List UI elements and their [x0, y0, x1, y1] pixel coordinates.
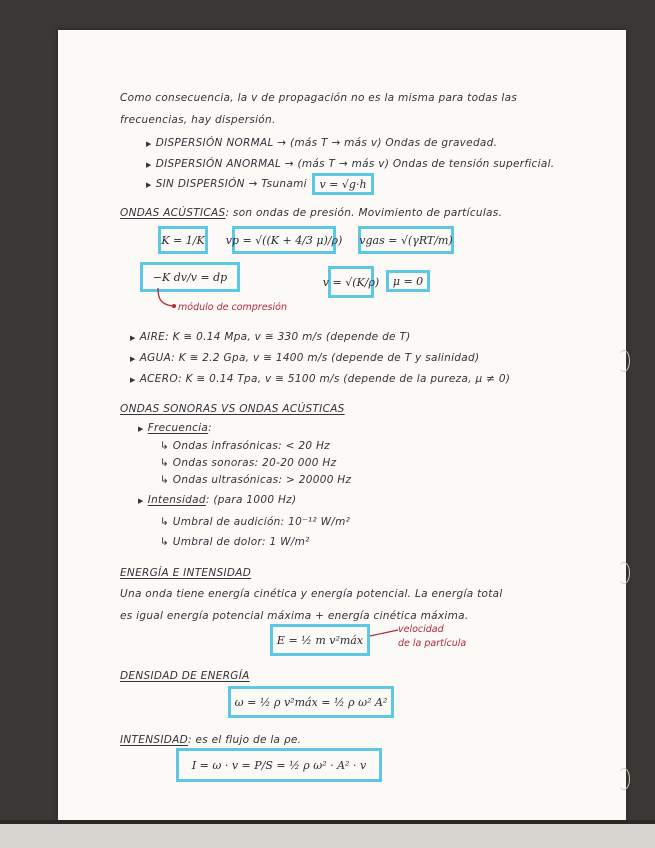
medium-air: ▶ AIRE: K ≅ 0.14 Mpa, v ≅ 330 m/s (depende de T) [130, 331, 411, 343]
tsunami-formula-box: v = √g·h [312, 173, 374, 195]
vgas-formula-box: vgas = √(γRT/m) [358, 226, 454, 254]
binder-ring [618, 562, 630, 584]
bulk-modulus-formula-box: −K dv/v = dp [140, 262, 240, 292]
section-heading: INTENSIDAD [120, 734, 188, 746]
intensity-formula-box: I = ω · v = P/S = ½ ρ ω² · A² · v [176, 748, 382, 782]
bullet-icon: ▶ [146, 140, 152, 148]
frequency-item: ↳ Ondas sonoras: 20-20 000 Hz [160, 457, 337, 469]
binder-ring [618, 768, 630, 790]
intensity-label: ▶ Intensidad: (para 1000 Hz) [138, 494, 297, 506]
intensity-item: ↳ Umbral de dolor: 1 W/m² [160, 536, 310, 548]
energy-formula-box: E = ½ m v²máx [270, 624, 370, 656]
energy-line-1: Una onda tiene energía cinética y energía potencial. La energía total [120, 588, 503, 600]
v-formula-box: v = √(K/ρ) [328, 266, 374, 298]
section-heading: DENSIDAD DE ENERGÍA [120, 670, 250, 682]
arrow-icon [368, 626, 402, 640]
density-formula-box: ω = ½ ρ v²máx = ½ ρ ω² A² [228, 686, 394, 718]
corner-arrow-icon: ↳ [160, 536, 173, 548]
intro-line-2: frecuencias, hay dispersión. [120, 114, 276, 126]
bullet-icon: ▶ [146, 161, 152, 169]
dispersion-item: ▶ DISPERSIÓN NORMAL → (más T → más v) Ondas de gravedad. [146, 137, 498, 149]
binder-ring [618, 350, 630, 372]
section-heading: ENERGÍA E INTENSIDAD [120, 567, 252, 579]
corner-arrow-icon: ↳ [160, 474, 173, 486]
mu-formula-box: μ = 0 [386, 270, 430, 292]
frequency-item: ↳ Ondas infrasónicas: < 20 Hz [160, 440, 330, 452]
dispersion-item: ▶ DISPERSIÓN ANORMAL → (más T → más v) Ondas de tensión superficial. [146, 158, 555, 170]
velocity-note: velocidad [398, 624, 444, 635]
intensity-item: ↳ Umbral de audición: 10⁻¹² W/m² [160, 516, 351, 528]
bullet-icon: ▶ [138, 425, 144, 433]
bullet-icon: ▶ [138, 497, 144, 505]
section-heading: ONDAS SONORAS VS ONDAS ACÚSTICAS [120, 403, 345, 415]
bullet-icon: ▶ [130, 376, 136, 384]
medium-steel: ▶ ACERO: K ≅ 0.14 Tpa, v ≅ 5100 m/s (depende de la pureza, μ ≠ 0) [130, 373, 511, 385]
desk-surface [0, 820, 655, 848]
bullet-icon: ▶ [130, 334, 136, 342]
vp-formula-box: vp = √((K + 4/3 μ)/ρ) [232, 226, 336, 254]
corner-arrow-icon: ↳ [160, 457, 173, 469]
particle-note: de la partícula [398, 638, 467, 649]
intro-line-1: Como consecuencia, la v de propagación no es la misma para todas las [120, 92, 518, 104]
bullet-icon: ▶ [130, 355, 136, 363]
dispersion-item: ▶ SIN DISPERSIÓN → Tsunami [146, 178, 307, 190]
arrow-icon [150, 286, 180, 312]
bullet-icon: ▶ [146, 181, 152, 189]
medium-water: ▶ AGUA: K ≅ 2.2 Gpa, v ≅ 1400 m/s (depende de T y salinidad) [130, 352, 480, 364]
section-heading: ONDAS ACÚSTICAS [120, 207, 226, 219]
modulus-note: módulo de compresión [178, 302, 287, 313]
frequency-label: ▶ Frecuencia: [138, 422, 213, 434]
intensity-section: INTENSIDAD: es el flujo de la ρe. [120, 734, 302, 746]
energy-line-2: es igual energía potencial máxima + energía cinética máxima. [120, 610, 469, 622]
corner-arrow-icon: ↳ [160, 516, 173, 528]
frequency-item: ↳ Ondas ultrasónicas: > 20000 Hz [160, 474, 352, 486]
k-formula-box: K = 1/K [158, 226, 208, 254]
corner-arrow-icon: ↳ [160, 440, 173, 452]
acoustic-section: ONDAS ACÚSTICAS: son ondas de presión. Movimiento de partículas. [120, 207, 503, 219]
